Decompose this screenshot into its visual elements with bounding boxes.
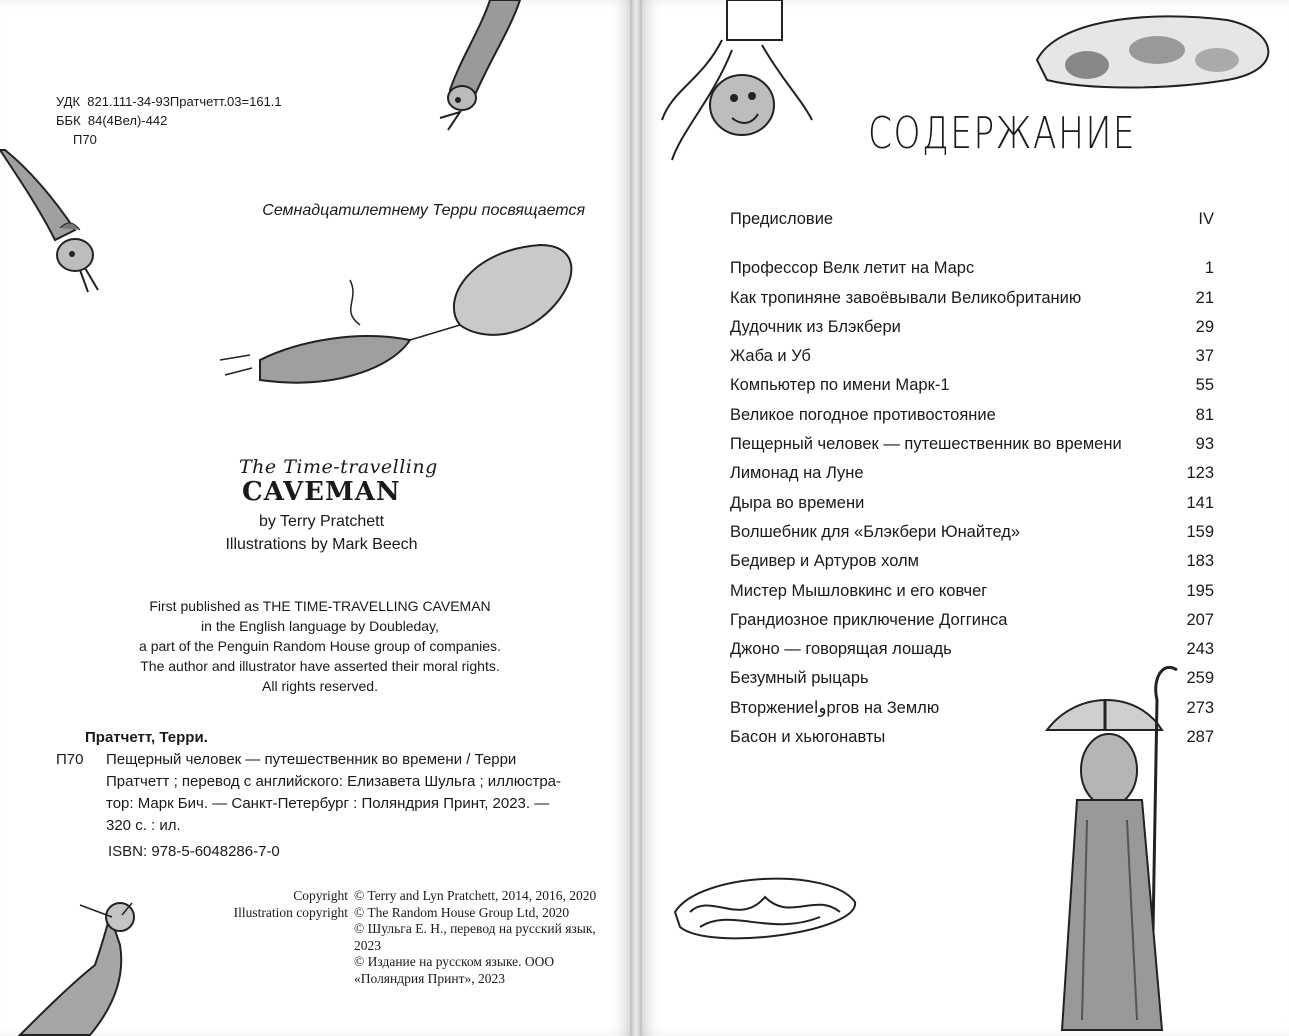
toc-title: Джоно — говорящая лошадь: [730, 640, 952, 659]
chicken-illustration-bottom: [20, 895, 170, 1036]
publication-line: First published as THE TIME-TRAVELLING CAVEMAN: [149, 598, 491, 614]
english-title-block: [214, 456, 454, 556]
bbk-value: 84(4Вел)-442: [87, 113, 168, 128]
toc-item[interactable]: [730, 489, 1214, 518]
toc-title: Профессор Велк летит на Марс: [730, 259, 975, 278]
toc-page-number: 1: [1204, 259, 1214, 278]
isbn: ISBN: 978-5-6048286-7-0: [108, 843, 280, 860]
chicken-illustration-left: [0, 150, 110, 300]
left-page: [0, 0, 630, 1036]
toc-page-number: 287: [1186, 728, 1214, 747]
edition-copyright-label: [180, 954, 354, 987]
toc-title: Предисловие: [730, 210, 834, 228]
toc-item[interactable]: [730, 518, 1214, 547]
illustration-copyright-label: Illustration copyright: [233, 904, 348, 920]
toc-page-number: 207: [1186, 610, 1214, 629]
biblio-author: Пратчетт, Терри.: [85, 729, 208, 746]
toc-item[interactable]: [730, 371, 1214, 400]
toc-title: Великое погодное противостояние: [730, 405, 996, 424]
toc-page-number: 55: [1195, 376, 1214, 395]
title-main: CAVEMAN: [242, 477, 401, 507]
toc-item[interactable]: [730, 313, 1214, 342]
biblio-line: 320 с. : ил.: [106, 817, 181, 834]
toc-page-number: 37: [1195, 347, 1214, 366]
copyright-block: [180, 888, 600, 987]
toc-item[interactable]: [730, 254, 1214, 283]
byline-illustrator: Illustrations by Mark Beech: [225, 536, 418, 553]
toc-item[interactable]: [730, 577, 1214, 606]
dedication: Семнадцатилетнему Терри посвящается: [262, 202, 585, 219]
toc-item[interactable]: [730, 694, 1214, 723]
biblio-line: Пратчетт ; перевод с английского: Елизавета Шульга ; иллюстра-: [106, 773, 561, 790]
publication-line: All rights reserved.: [262, 678, 378, 694]
toc-page-number: 141: [1186, 493, 1214, 512]
toc-title: Компьютер по имени Марк-1: [730, 376, 950, 395]
publication-notice: [110, 596, 530, 696]
book-gutter: [630, 0, 642, 1036]
illustration-copyright-value: © The Random House Group Ltd, 2020: [354, 904, 570, 920]
chicken-illustration-top: [420, 0, 540, 140]
author-sign: П70: [73, 132, 97, 147]
toc-title: Дыра во времени: [730, 493, 865, 512]
biblio-line: тор: Марк Бич. — Санкт-Петербург : Поляндрия Принт, 2023. —: [106, 795, 550, 812]
wild-hair-character-illustration: [662, 0, 812, 180]
toc-item[interactable]: [730, 205, 1214, 234]
toc-page-number: 273: [1186, 698, 1214, 717]
toc-item[interactable]: [730, 284, 1214, 313]
biblio-line: Пещерный человек — путешественник во времени / Терри: [106, 751, 517, 768]
edition-copyright-value: © Издание на русском языке. ООО «Поляндрия Принт», 2023: [354, 954, 555, 986]
biblio-code: П70: [56, 751, 84, 768]
scribble-cloud-top: [1027, 10, 1287, 100]
toc-page-number: 29: [1195, 317, 1214, 336]
toc-item[interactable]: [730, 723, 1214, 752]
byline-author: by Terry Pratchett: [258, 513, 385, 530]
toc-title: Бедивер и Артуров холм: [730, 552, 919, 571]
publication-line: The author and illustrator have asserted their moral rights.: [140, 658, 500, 674]
balloon-chicken-illustration: [220, 240, 580, 410]
bbk-label: ББК: [56, 113, 81, 128]
toc-title: Волшебник для «Блэкбери Юнайтед»: [730, 522, 1021, 541]
toc-title: Как тропиняне завоёвывали Великобританию: [730, 288, 1082, 307]
copyright-value: © Terry and Lyn Pratchett, 2014, 2016, 2020: [354, 888, 597, 903]
udk-value: 821.111-34-93Пратчетт.03=161.1: [87, 94, 282, 109]
toc-page-number: 195: [1186, 581, 1214, 600]
toc-page-number: 21: [1195, 288, 1214, 307]
bibliographic-record: [56, 727, 591, 863]
toc-title: Басон и хьюгонавты: [730, 728, 886, 747]
title-script: The Time-travelling: [239, 456, 438, 478]
publication-line: in the English language by Doubleday,: [201, 618, 439, 634]
toc-item[interactable]: [730, 342, 1214, 371]
toc-title: Мистер Мышловкинс и его ковчег: [730, 581, 988, 600]
toc-title: Дудочник из Блэкбери: [730, 317, 901, 336]
toc-title: Грандиозное приключение Доггинса: [730, 610, 1008, 629]
toc-page-number: 243: [1186, 640, 1214, 659]
toc-item[interactable]: [730, 459, 1214, 488]
toc-item[interactable]: [730, 664, 1214, 693]
toc-page-number: 159: [1186, 522, 1214, 541]
table-of-contents: [730, 205, 1214, 752]
toc-page-number: 183: [1186, 552, 1214, 571]
classification-codes: [56, 92, 282, 149]
translation-copyright-value: © Шульга Е. Н., перевод на русский язык, 2023: [354, 921, 596, 953]
toc-title: Пещерный человек — путешественник во времени: [730, 435, 1122, 454]
publication-line: a part of the Penguin Random House group of companies.: [139, 638, 501, 654]
toc-page-number: IV: [1198, 210, 1214, 228]
toc-page-number: 123: [1186, 464, 1214, 483]
toc-item[interactable]: [730, 401, 1214, 430]
contents-heading: СОДЕРЖАНИЕ: [868, 108, 1137, 159]
toc-page-number: 81: [1195, 405, 1214, 424]
toc-title: Жаба и Уб: [730, 347, 811, 366]
toc-page-number: 259: [1186, 669, 1214, 688]
toc-item[interactable]: [730, 606, 1214, 635]
toc-item[interactable]: [730, 547, 1214, 576]
udk-label: УДК: [56, 94, 81, 109]
toc-title: Безумный рыцарь: [730, 669, 869, 688]
toc-item[interactable]: [730, 430, 1214, 459]
right-page: [642, 0, 1289, 1036]
copyright-label: Copyright: [293, 888, 348, 903]
translation-copyright-label: [180, 921, 354, 954]
toc-page-number: 93: [1195, 435, 1214, 454]
scribble-bottom: [670, 872, 860, 947]
toc-title: Вторжениеواргов на Землю: [730, 698, 940, 717]
toc-title: Лимонад на Луне: [730, 464, 864, 483]
toc-item[interactable]: [730, 635, 1214, 664]
